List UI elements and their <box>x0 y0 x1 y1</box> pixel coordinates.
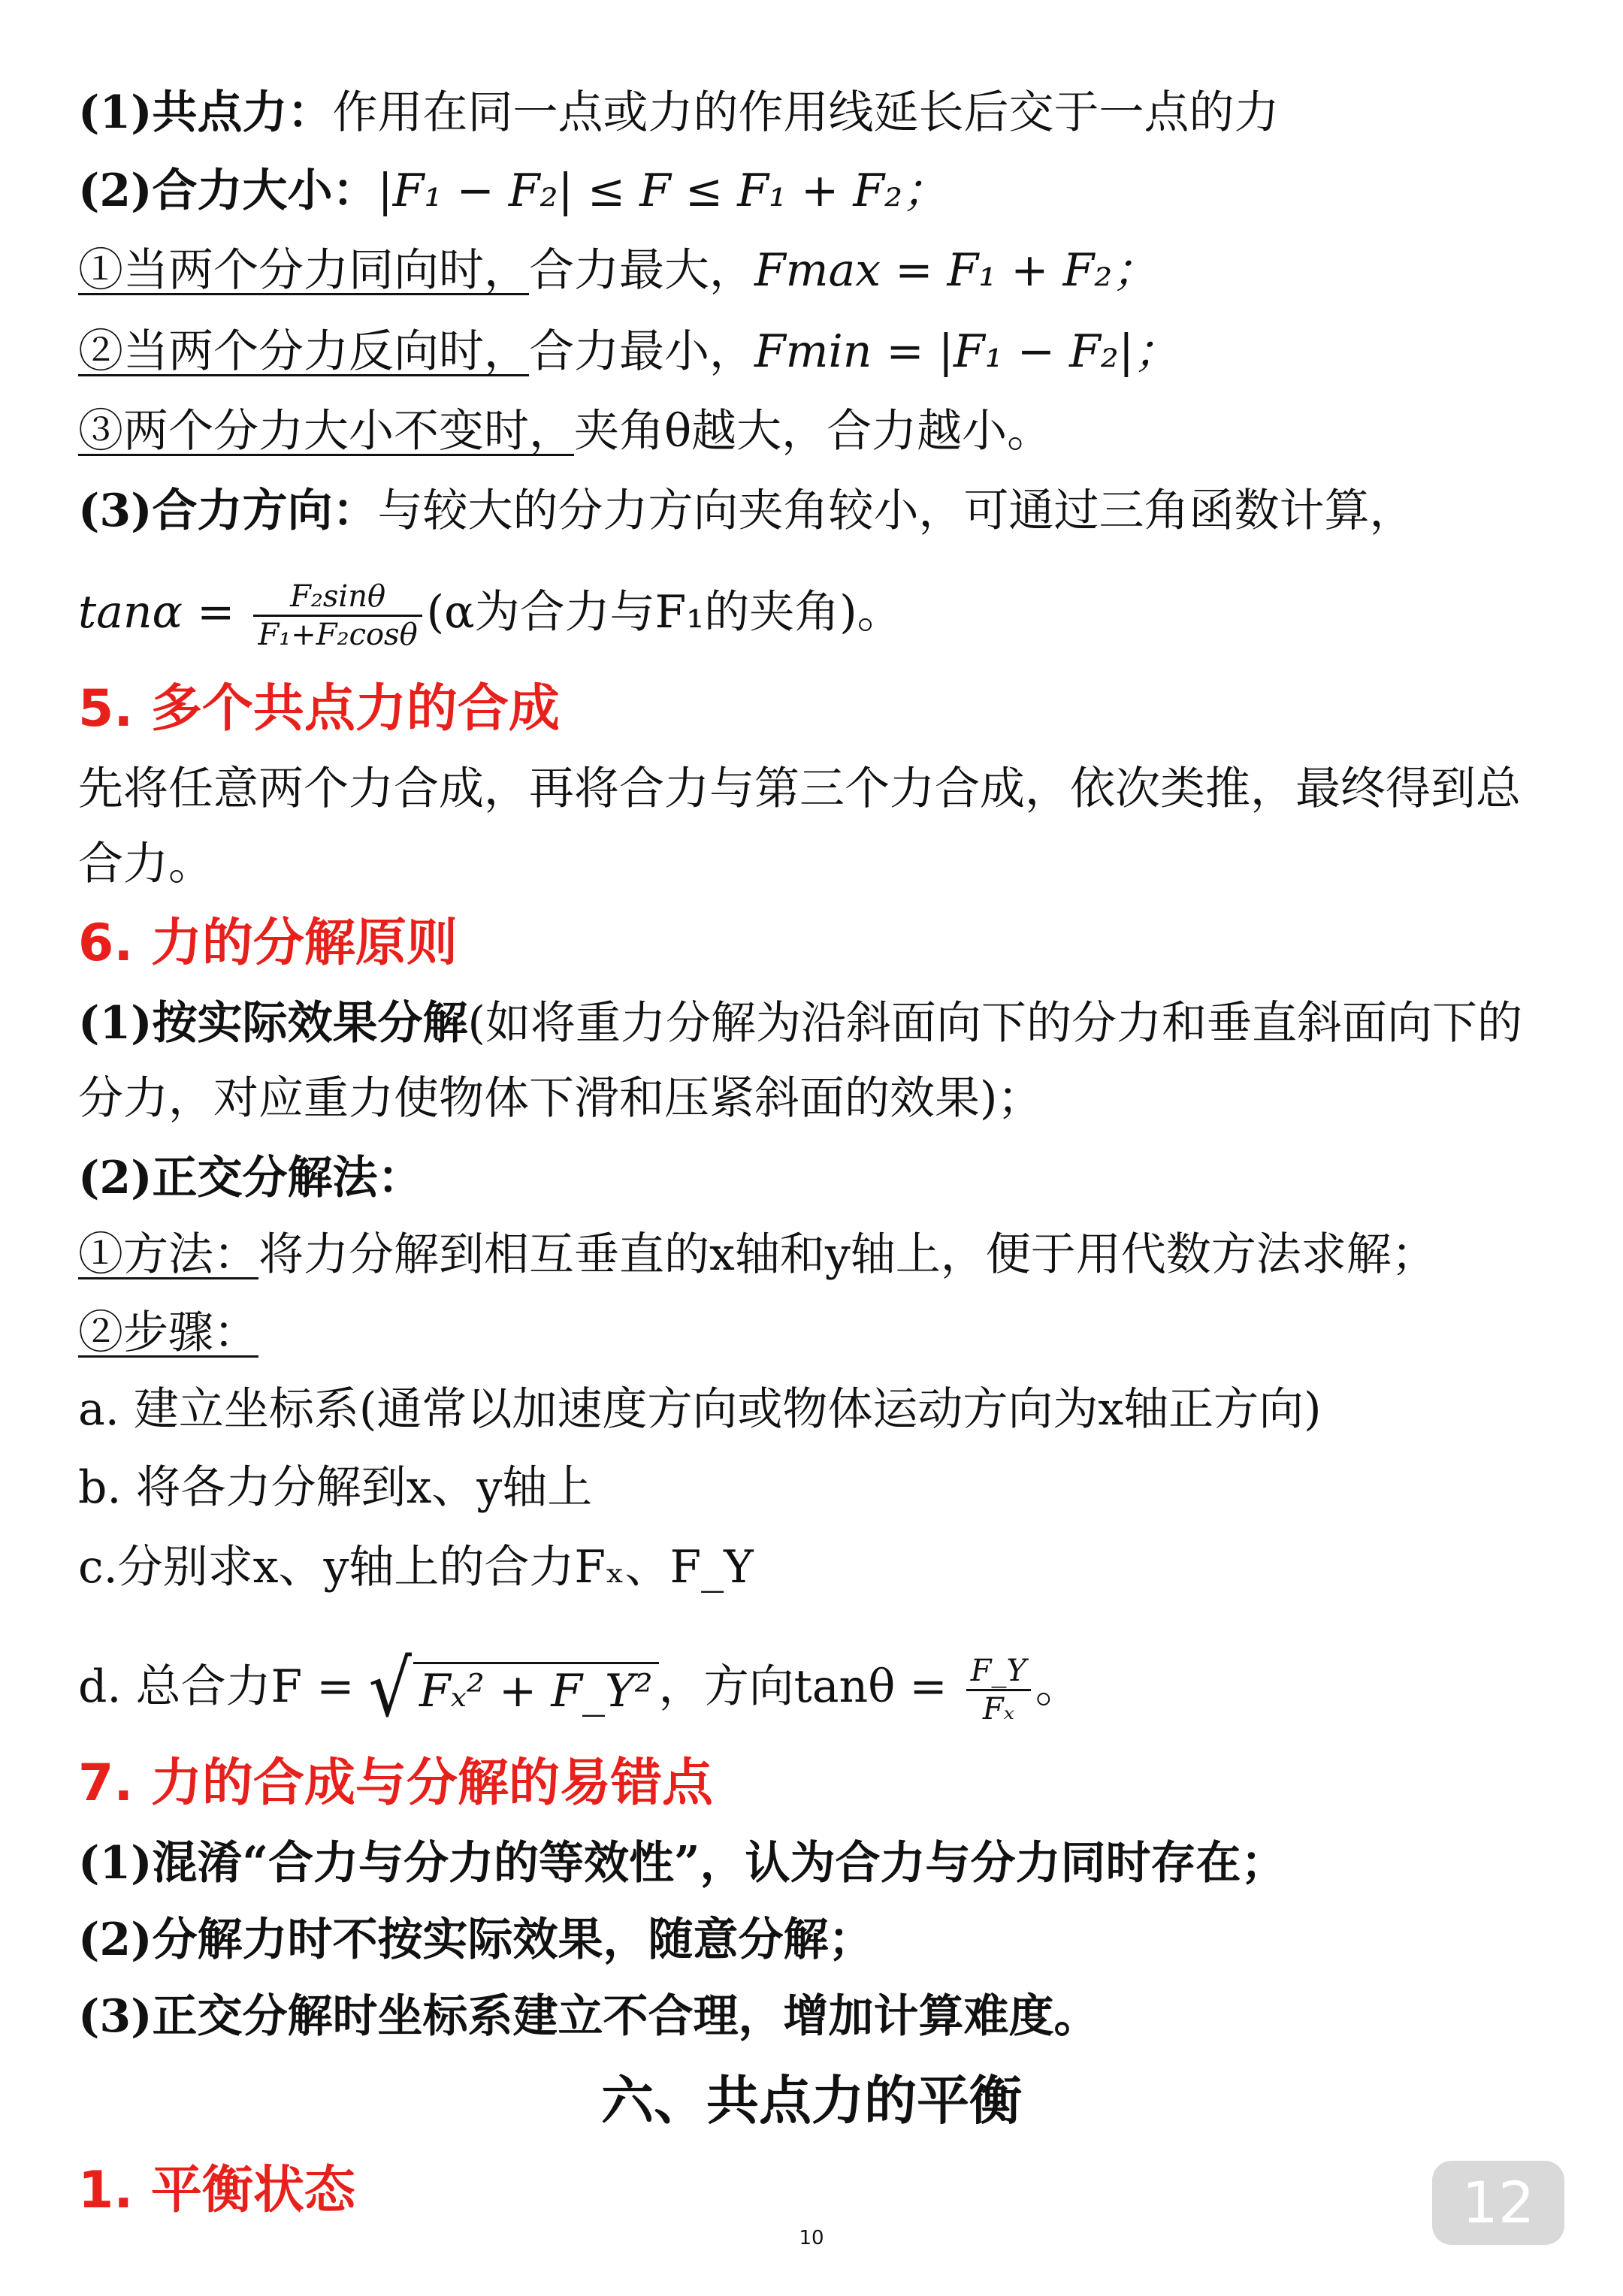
definition-concurrent-forces <box>78 75 1563 150</box>
page-number: 10 <box>799 2227 824 2249</box>
mistake-3: (3)正交分解时坐标系建立不合理，增加计算难度。 <box>78 1990 1099 2043</box>
heading-decomposition-principle: 6. 力的分解原则 <box>78 914 458 973</box>
formula-note: (α为合力与F₁的夹角)。 <box>426 586 902 639</box>
case-text: 合力最小， <box>529 325 754 378</box>
tan-alpha-formula <box>78 571 1563 654</box>
fraction-numerator: F_Y <box>966 1653 1031 1691</box>
case-same-direction <box>78 233 1563 308</box>
fraction-denominator: F₁+F₂cosθ <box>258 617 418 652</box>
formula: Fmin = |F₁ − F₂|； <box>754 325 1179 378</box>
case-constant-magnitude <box>78 394 1563 469</box>
step-d-middle: ，方向tanθ = <box>658 1660 948 1713</box>
case-label: ①当两个分力同向时， <box>78 244 529 297</box>
steps-label <box>78 1295 1563 1370</box>
term-text: 作用在同一点或力的作用线延长后交于一点的力 <box>332 86 1280 139</box>
case-opposite-direction <box>78 314 1563 389</box>
resultant-magnitude <box>78 153 1563 228</box>
resultant-direction <box>78 473 1563 548</box>
steps-label-text: ②步骤： <box>78 1307 258 1359</box>
formula: Fmax = F₁ + F₂； <box>754 244 1158 297</box>
fraction <box>253 579 422 653</box>
method-text: 将力分解到相互垂直的x轴和y轴上，便于用代数方法求解； <box>258 1228 1437 1281</box>
step-d-prefix: d. 总合力F = <box>78 1660 355 1713</box>
orthogonal-decomposition-title: (2)正交分解法： <box>78 1152 423 1204</box>
step-b: b. 将各力分解到x、y轴上 <box>78 1461 593 1514</box>
fraction-denominator: Fₓ <box>982 1691 1014 1727</box>
fraction-numerator: F₂sinθ <box>253 579 422 617</box>
case-label: ③两个分力大小不变时， <box>78 405 574 458</box>
paragraph-actual-effect <box>78 986 1563 1136</box>
term-text: (如将重力分解为沿斜面向下的分力和垂直斜面向下的分力，对应重力使物体下滑和压紧斜面的效果)； <box>78 997 1522 1125</box>
step-d-end: 。 <box>1035 1660 1080 1713</box>
step-d <box>78 1638 1563 1739</box>
term-label: (3)合力方向： <box>78 485 378 537</box>
heading-multiple-forces: 5. 多个共点力的合成 <box>78 679 560 739</box>
heading-common-mistakes: 7. 力的合成与分解的易错点 <box>78 1754 713 1813</box>
case-label: ②当两个分力反向时， <box>78 325 529 378</box>
radicand: Fₓ² + F_Y² <box>413 1662 659 1718</box>
term-text: 与较大的分力方向夹角较小，可通过三角函数计算， <box>377 485 1415 537</box>
step-c: c.分别求x、y轴上的合力Fₓ、F_Y <box>78 1541 754 1594</box>
term-label: (1)共点力： <box>78 86 333 139</box>
page-badge: 12 <box>1432 2161 1564 2245</box>
case-text: 合力最大， <box>529 244 754 297</box>
mistake-2: (2)分解力时不按实际效果，随意分解； <box>78 1914 874 1966</box>
term-label: (2)合力大小： <box>78 165 378 217</box>
mistake-1: (1)混淆“合力与分力的等效性”，认为合力与分力同时存在； <box>78 1837 1286 1890</box>
method-label: ①方法： <box>78 1228 258 1281</box>
section-title: 六、共点力的平衡 <box>601 2069 1022 2131</box>
heading-equilibrium-state: 1. 平衡状态 <box>78 2161 355 2220</box>
formula-lhs: tanα = <box>78 586 235 639</box>
radical-sign: √ <box>368 1644 412 1736</box>
paragraph-multiple-forces: 先将任意两个力合成，再将合力与第三个力合成，依次类推，最终得到总合力。 <box>78 763 1521 890</box>
formula: |F₁ − F₂| ≤ F ≤ F₁ + F₂； <box>377 165 948 217</box>
step-a: a. 建立坐标系(通常以加速度方向或物体运动方向为x轴正方向) <box>78 1383 1322 1436</box>
method-line <box>78 1217 1563 1292</box>
fraction <box>966 1653 1031 1727</box>
case-text: 夹角θ越大，合力越小。 <box>574 405 1053 458</box>
term-label: (1)按实际效果分解 <box>78 997 468 1050</box>
